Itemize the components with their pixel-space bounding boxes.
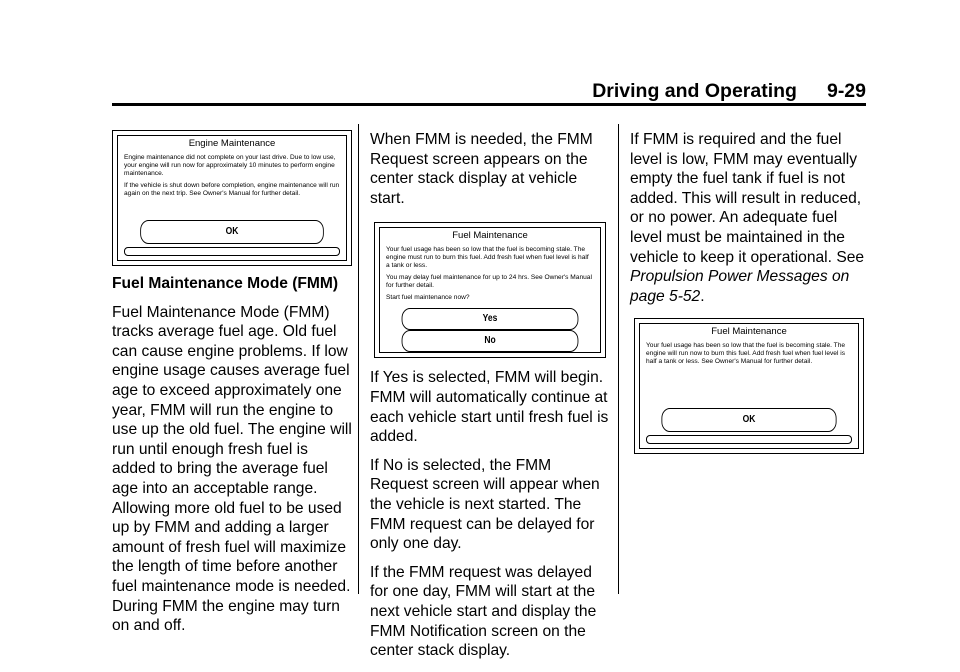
body-paragraph bbox=[630, 130, 870, 306]
header-rule bbox=[112, 103, 866, 106]
body-paragraph: If the FMM request was delayed for one day, FMM will start at the next vehicle start and display the FMM Notification screen on the center stack display. bbox=[370, 563, 597, 660]
screen-line: Start fuel maintenance now? bbox=[386, 294, 470, 302]
screen-line: Engine maintenance did not complete on your last drive. Due to low use, your engine will run now for approximately 10 minutes to perform engine maintenance. bbox=[124, 154, 336, 177]
screen-line: Your fuel usage has been so low that the fuel is becoming stale. The engine must run to burn this fuel. Add fresh fuel when fuel level is half a tank or less. bbox=[386, 246, 589, 270]
fuel-maintenance-notification-screen-image bbox=[634, 318, 864, 454]
column-divider-2 bbox=[618, 124, 619, 594]
page-number: 9-29 bbox=[826, 80, 866, 102]
screen-no-button: No bbox=[402, 330, 579, 352]
screen-line: You may delay fuel maintenance for up to 24 hrs. See Owner's Manual for further detail. bbox=[386, 274, 592, 290]
screen-text bbox=[118, 154, 346, 198]
screen-bottom-bar bbox=[646, 435, 852, 444]
screen-yes-button: Yes bbox=[402, 308, 579, 330]
screen-ok-button: OK bbox=[661, 408, 836, 432]
body-paragraph: When FMM is needed, the FMM Request screen appears on the center stack display at vehicle start. bbox=[370, 131, 593, 207]
screen-bottom-bar bbox=[124, 247, 340, 256]
section-title: Driving and Operating bbox=[592, 80, 797, 102]
engine-maintenance-screen-image bbox=[112, 130, 352, 266]
page-header bbox=[0, 78, 866, 104]
screen-line: If the vehicle is shut down before completion, engine maintenance will run again on the next trip. See Owner's Manual for further detail. bbox=[124, 182, 340, 197]
screen-title: Engine Maintenance bbox=[188, 138, 276, 149]
column-2 bbox=[370, 130, 610, 670]
body-paragraph: If No is selected, the FMM Request screen will appear when the vehicle is next started. The FMM request can be delayed for only one day. bbox=[370, 456, 600, 553]
cross-reference-link[interactable]: Propulsion Power Messages on page 5-52 bbox=[630, 268, 850, 305]
fuel-maintenance-request-screen-image bbox=[374, 222, 606, 358]
column-divider-1 bbox=[358, 124, 359, 594]
body-paragraph: Fuel Maintenance Mode (FMM) tracks average fuel age. Old fuel can cause engine problems. If low engine usage causes average fuel age to exceed approximately one year, FMM will run the engine to use up the old fuel. The engine will run until enough fresh fuel is added to bring the average fuel age into an acceptable range. Allowing more old fuel to be used up by FMM and adding a larger amount of fresh fuel will maximize the length of time before another fuel maintenance mode is needed. During FMM the engine may turn on and off. bbox=[112, 303, 352, 635]
section-heading: Fuel Maintenance Mode (FMM) bbox=[112, 275, 339, 292]
screen-text bbox=[380, 246, 600, 302]
screen-line: Your fuel usage has been so low that the fuel is becoming stale. The engine will run now to burn this fuel. Add fresh fuel when fuel level is half a tank or less. See Owner's Manual for further detail. bbox=[646, 342, 846, 366]
column-3 bbox=[630, 130, 870, 454]
screen-text bbox=[640, 342, 858, 366]
body-text: If FMM is required and the fuel level is low, FMM may eventually empty the fuel tank if fuel is not added. This will result in reduced, or no power. An adequate fuel level must be maintained in the vehicle to keep it operational. See bbox=[630, 131, 865, 266]
body-paragraph: If Yes is selected, FMM will begin. FMM will automatically continue at each vehicle start until fresh fuel is added. bbox=[370, 369, 609, 446]
screen-title: Fuel Maintenance bbox=[452, 230, 528, 242]
body-text: . bbox=[700, 287, 705, 305]
screen-ok-button: OK bbox=[140, 220, 324, 244]
screen-title: Fuel Maintenance bbox=[711, 326, 787, 338]
column-1 bbox=[112, 130, 352, 645]
